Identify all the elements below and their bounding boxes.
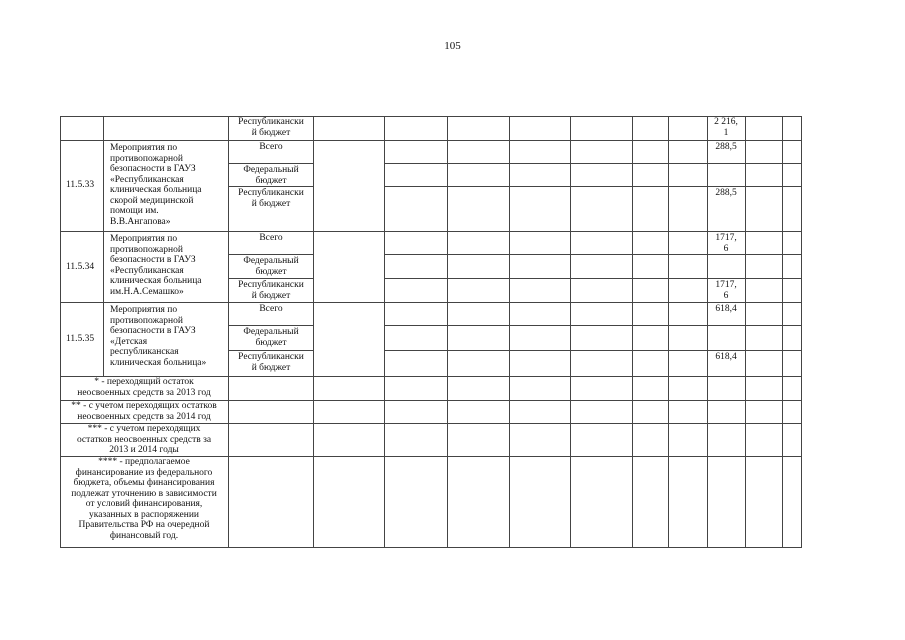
footnote-line: бюджета, объемы финансирования: [73, 478, 215, 488]
footnote-line: указанных в распоряжении: [89, 509, 199, 520]
source-cell: [230, 352, 312, 373]
item-title-line: безопасности в ГАУЗ: [110, 255, 196, 265]
source-cell: [230, 142, 312, 153]
source-cell: [230, 327, 312, 348]
source-cell-line: Федеральный: [243, 256, 299, 266]
footnote-line: финансовый год.: [109, 530, 179, 541]
item-title-line: Мероприятия по: [110, 234, 178, 244]
footnote: [61, 457, 227, 541]
source-cell-line: бюджет: [255, 266, 287, 277]
value-cell-line: 6: [723, 243, 729, 254]
item-title-line: Мероприятия по: [110, 305, 178, 315]
row-border: [60, 231, 802, 232]
item-code: 11.5.35: [66, 334, 95, 344]
col-border: [801, 116, 802, 548]
source-cell: [230, 188, 312, 209]
item-title: [110, 305, 226, 368]
col-border: [782, 116, 783, 548]
footnote-line: *** - с учетом переходящих: [87, 424, 201, 434]
item-title-line: В.В.Ангапова»: [110, 216, 171, 227]
item-title-line: республиканская: [110, 347, 179, 357]
source-cell-line: бюджет: [255, 337, 287, 348]
row-border: [228, 350, 314, 351]
source-cell-line: й бюджет: [251, 362, 291, 373]
footnote: [61, 401, 227, 422]
value-cell: [708, 188, 744, 199]
item-title-line: скорой медицинской: [110, 195, 194, 206]
source-cell: [230, 280, 312, 301]
item-title-line: «Республиканская: [110, 265, 184, 276]
source-cell-line: й бюджет: [251, 127, 291, 138]
value-cell: [708, 142, 744, 153]
row-border: [228, 254, 314, 255]
row-border: [60, 140, 802, 141]
value-cell-line: 618,4: [715, 352, 737, 362]
value-cell: [708, 233, 744, 254]
item-title: [110, 234, 226, 297]
value-cell-line: 2 216,: [714, 117, 738, 127]
value-cell: [708, 352, 744, 363]
value-cell-line: 288,5: [715, 188, 737, 198]
value-cell: [708, 117, 744, 138]
footnote-line: 2013 и 2014 годы: [109, 445, 179, 455]
row-border: [60, 547, 802, 548]
row-border: [228, 278, 314, 279]
item-title: [110, 143, 226, 227]
source-cell-line: Республикански: [238, 352, 304, 362]
item-title-line: клиническая больница»: [110, 357, 207, 368]
col-border: [384, 116, 385, 548]
item-title-line: клиническая больница: [110, 185, 202, 195]
col-border: [103, 116, 104, 377]
value-cell: [708, 304, 744, 315]
footnote-line: неосвоенных средств за 2013 год: [77, 387, 211, 398]
value-cell-line: 1717,: [715, 233, 737, 243]
col-border: [447, 116, 448, 548]
col-border: [228, 116, 229, 548]
page-number: 105: [444, 40, 461, 52]
source-cell-line: Всего: [259, 142, 283, 152]
source-cell: [230, 233, 312, 244]
value-cell-line: 1: [723, 127, 729, 138]
source-cell-line: Республикански: [238, 117, 304, 127]
col-border: [745, 116, 746, 548]
source-cell-line: Республикански: [238, 280, 304, 290]
footnote: [61, 377, 227, 398]
item-title-line: «Республиканская: [110, 174, 184, 185]
row-border: [228, 186, 314, 187]
source-cell-line: й бюджет: [251, 198, 291, 209]
item-title-line: клиническая больница: [110, 276, 202, 286]
source-cell: [230, 117, 312, 138]
source-cell: [230, 256, 312, 277]
item-code: 11.5.33: [66, 180, 95, 190]
item-title-line: помощи им.: [110, 206, 159, 216]
source-cell-line: Всего: [259, 233, 283, 243]
footnote-line: неосвоенных средств за 2014 год: [77, 411, 211, 422]
footnote: [61, 424, 227, 456]
footnote-line: от условий финансирования,: [85, 499, 203, 509]
footnote-line: ** - с учетом переходящих остатков: [71, 401, 217, 411]
value-cell-line: 1717,: [715, 280, 737, 290]
item-code: 11.5.34: [66, 262, 95, 272]
source-cell-line: бюджет: [255, 175, 287, 186]
source-cell-line: Республикански: [238, 188, 304, 198]
col-border: [313, 116, 314, 548]
source-cell-line: Всего: [259, 304, 283, 314]
source-cell: [230, 304, 312, 315]
item-title-line: безопасности в ГАУЗ: [110, 164, 196, 174]
footnote-line: подлежат уточнению в зависимости: [71, 488, 217, 499]
footnote-line: остатков неосвоенных средств за: [76, 434, 212, 445]
source-cell-line: й бюджет: [251, 290, 291, 301]
col-border: [668, 116, 669, 548]
source-cell-line: Федеральный: [243, 165, 299, 175]
item-title-line: Мероприятия по: [110, 143, 178, 153]
item-title-line: противопожарной: [110, 244, 183, 255]
item-title-line: безопасности в ГАУЗ: [110, 326, 196, 336]
footnote-line: Правительства РФ на очередной: [78, 520, 210, 530]
value-cell-line: 618,4: [715, 304, 737, 314]
source-cell: [230, 165, 312, 186]
row-border: [60, 116, 802, 117]
item-title-line: им.Н.А.Семашко»: [110, 286, 184, 297]
row-border: [228, 325, 314, 326]
row-border: [60, 302, 802, 303]
col-border: [632, 116, 633, 548]
footnote-line: финансирование из федерального: [75, 467, 213, 478]
col-border: [707, 116, 708, 548]
item-title-line: противопожарной: [110, 153, 183, 164]
value-cell-line: 6: [723, 290, 729, 301]
item-title-line: противопожарной: [110, 315, 183, 326]
footnote-line: * - переходящий остаток: [94, 377, 194, 387]
value-cell: [708, 280, 744, 301]
col-border: [570, 116, 571, 548]
source-cell-line: Федеральный: [243, 327, 299, 337]
footnote-line: **** - предполагаемое: [98, 457, 190, 467]
row-border: [228, 163, 314, 164]
value-cell-line: 288,5: [715, 142, 737, 152]
col-border: [509, 116, 510, 548]
item-title-line: «Детская: [110, 336, 148, 347]
